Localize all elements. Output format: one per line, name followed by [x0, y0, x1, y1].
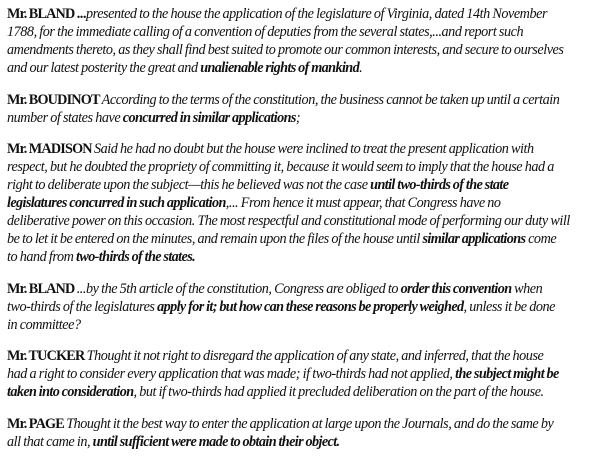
emphasized-text: taken into consideration — [7, 384, 134, 400]
statement-text: Thought it not right to disregard the application of any state, and inferred, that the house — [86, 348, 544, 364]
speech-paragraph — [7, 140, 597, 266]
emphasized-text: two-thirds of the states. — [75, 249, 196, 265]
statement-text: be to let it be entered on the minutes, and remain upon the files of the house until — [7, 231, 423, 247]
emphasized-text: legislatures concurred in such application — [7, 195, 226, 211]
statement-text: Said he had no doubt but the house were inclined to treat the present application with — [94, 141, 534, 157]
statement-text: two-thirds of the legislatures — [7, 298, 158, 315]
emphasized-text: similar applications — [422, 231, 526, 247]
debate-transcript — [7, 5, 597, 464]
emphasized-text: until two-thirds of the state — [370, 177, 509, 193]
statement-text: when — [511, 280, 543, 297]
speaker-name: Mr. BOUDINOT — [7, 91, 102, 108]
statement-text: According to the terms of the constitution, the business cannot be taken up until a certain — [101, 91, 560, 108]
speech-paragraph — [7, 5, 597, 77]
emphasized-text: concurred in similar applications — [122, 109, 296, 126]
ellipsis-text: ... — [76, 6, 86, 22]
statement-text: . — [359, 60, 363, 76]
statement-text: presented to the house the application of the legislature of Virginia, dated 14th November — [86, 6, 548, 22]
speech-paragraph — [7, 415, 597, 451]
statement-text: right to deliberate upon the subject—this he believed was not the case — [7, 177, 371, 193]
statement-text: come — [525, 231, 557, 247]
speaker-name: Mr. BLAND — [7, 6, 77, 22]
statement-text: Thought it the best way to enter the application at large upon the Journals, and do the same by — [66, 415, 554, 432]
statement-text: , but if two-thirds had applied it precluded deliberation on the part of the house. — [133, 384, 544, 400]
statement-text: ,... From hence it must appear, that Congress have no — [225, 195, 501, 211]
statement-text: had a right to consider every application that was made; if two-thirds had not applied, — [7, 366, 456, 382]
speaker-name: Mr. BLAND — [7, 280, 77, 297]
statement-text: number of states have — [7, 109, 123, 126]
speaker-name: Mr. MADISON — [7, 141, 95, 157]
emphasized-text: apply for it; but how can these reasons be properly weighed — [157, 298, 464, 315]
speech-paragraph — [7, 91, 597, 127]
statement-text: in committee? — [7, 316, 81, 333]
statement-text: respect, but he doubted the propriety of committing it, because it would seem to imply that the house had a — [7, 159, 554, 175]
statement-text: deliberative power on this occasion. The most respectful and constitutional mode of performing our duty will — [7, 213, 570, 229]
statement-text: all that came in, — [7, 433, 93, 450]
speaker-name: Mr. PAGE — [7, 415, 67, 432]
speaker-name: Mr. TUCKER — [7, 348, 87, 364]
statement-text: ; — [295, 109, 301, 126]
statement-text: and our latest posterity the great and — [7, 60, 201, 76]
speech-paragraph — [7, 347, 597, 401]
emphasized-text: unalienable rights of mankind — [200, 60, 360, 76]
emphasized-text: until sufficient were made to obtain their object. — [92, 433, 340, 450]
speech-paragraph — [7, 280, 597, 334]
statement-text: ...by the 5th article of the constitution, Congress are obliged to — [76, 280, 401, 297]
emphasized-text: order this convention — [400, 280, 512, 297]
emphasized-text: the subject might be — [455, 366, 559, 382]
statement-text: 1788, for the immediate calling of a convention of deputies from the several states,...and report such — [7, 24, 524, 40]
statement-text: amendments thereto, as they shall find best suited to promote our common interests, and secure to ourselves — [7, 42, 564, 58]
statement-text: to hand from — [7, 249, 76, 265]
statement-text: , unless it be done — [463, 298, 556, 315]
